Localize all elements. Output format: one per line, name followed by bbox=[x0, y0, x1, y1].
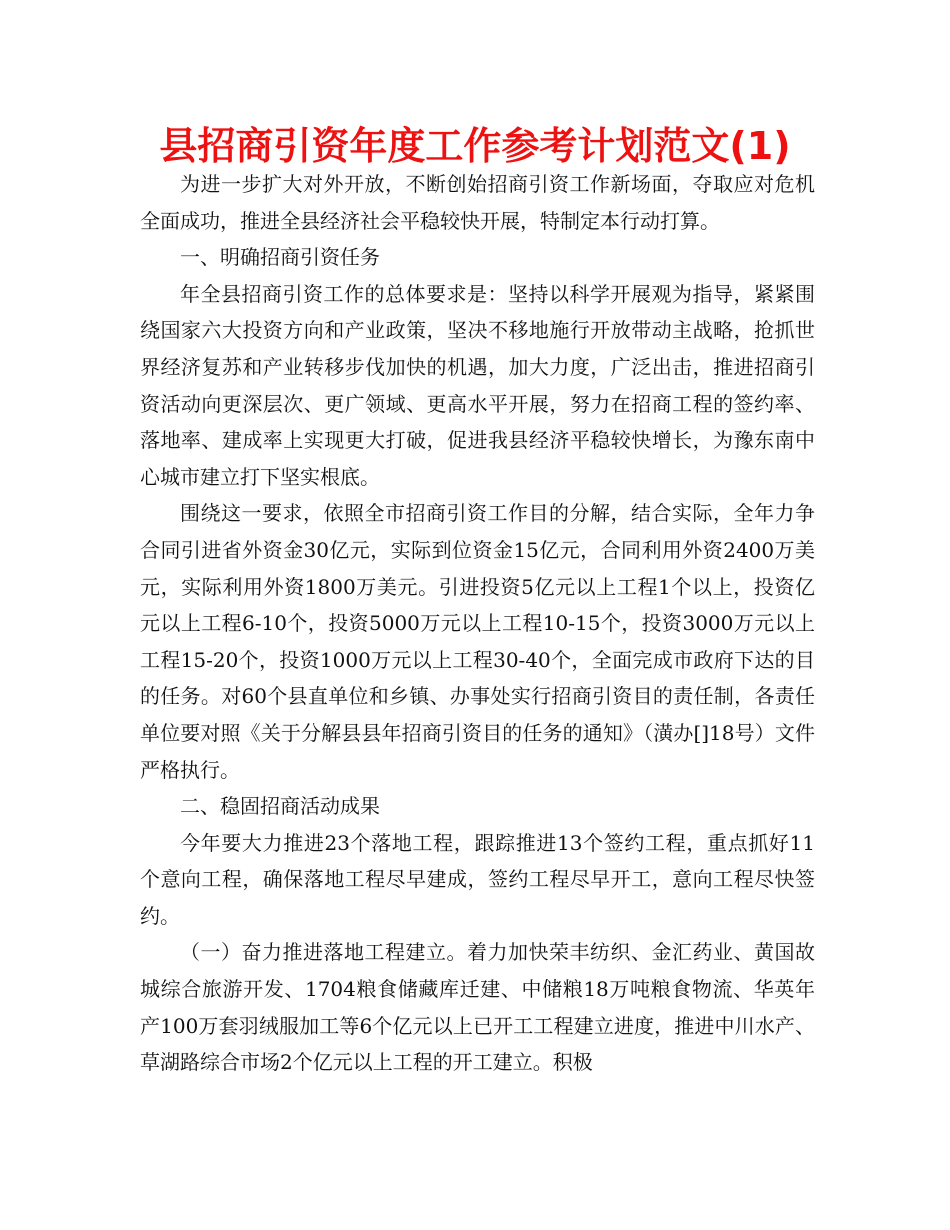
paragraph-subsection-1: （一）奋力推进落地工程建立。着力加快荣丰纺织、金汇药业、黄国故城综合旅游开发、1704粮食储藏库迁建、中储粮18万吨粮食物流、华英年产100万套羽绒服加工等6个亿元以上已开工工程建立进度，推进中川水产、草湖路综合市场2个亿元以上工程的开工建立。积极 bbox=[140, 940, 815, 1075]
document-body bbox=[140, 166, 815, 1081]
document-title: 县招商引资年度工作参考计划范文(1) bbox=[159, 124, 791, 168]
section-heading-1: 一、明确招商引资任务 bbox=[180, 245, 380, 270]
paragraph-intro: 为进一步扩大对外开放，不断创始招商引资工作新场面，夺取应对危机全面成功，推进全县经济社会平稳较快开展，特制定本行动打算。 bbox=[140, 172, 815, 233]
paragraph-requirements: 年全县招商引资工作的总体要求是：坚持以科学开展观为指导，紧紧围绕国家六大投资方向和产业政策，坚决不移地施行开放带动主战略，抢抓世界经济复苏和产业转移步伐加快的机遇，加大力度，广泛出击，推进招商引资活动向更深层次、更广领域、更高水平开展，努力在招商工程的签约率、落地率、建成率上实现更大打破，促进我县经济平稳较快增长，为豫东南中心城市建立打下坚实根底。 bbox=[140, 281, 815, 489]
section-heading-2: 二、稳固招商活动成果 bbox=[180, 794, 380, 819]
paragraph-targets: 围绕这一要求，依照全市招商引资工作目的分解，结合实际，全年力争合同引进省外资金30亿元，实际到位资金15亿元，合同利用外资2400万美元，实际利用外资1800万美元。引进投资5亿元以上工程1个以上，投资亿元以上工程6-10个，投资5000万元以上工程10-15个，投资3000万元以上工程15-20个，投资1000万元以上工程30-40个，全面完成市政府下达的目的任务。对60个县直单位和乡镇、办事处实行招商引资目的责任制，各责任单位要对照《关于分解县县年招商引资目的任务的通知》（潢办[]18号）文件严格执行。 bbox=[140, 501, 815, 782]
paragraph-projects: 今年要大力推进23个落地工程，跟踪推进13个签约工程，重点抓好11个意向工程，确保落地工程尽早建成，签约工程尽早开工，意向工程尽快签约。 bbox=[140, 830, 815, 928]
